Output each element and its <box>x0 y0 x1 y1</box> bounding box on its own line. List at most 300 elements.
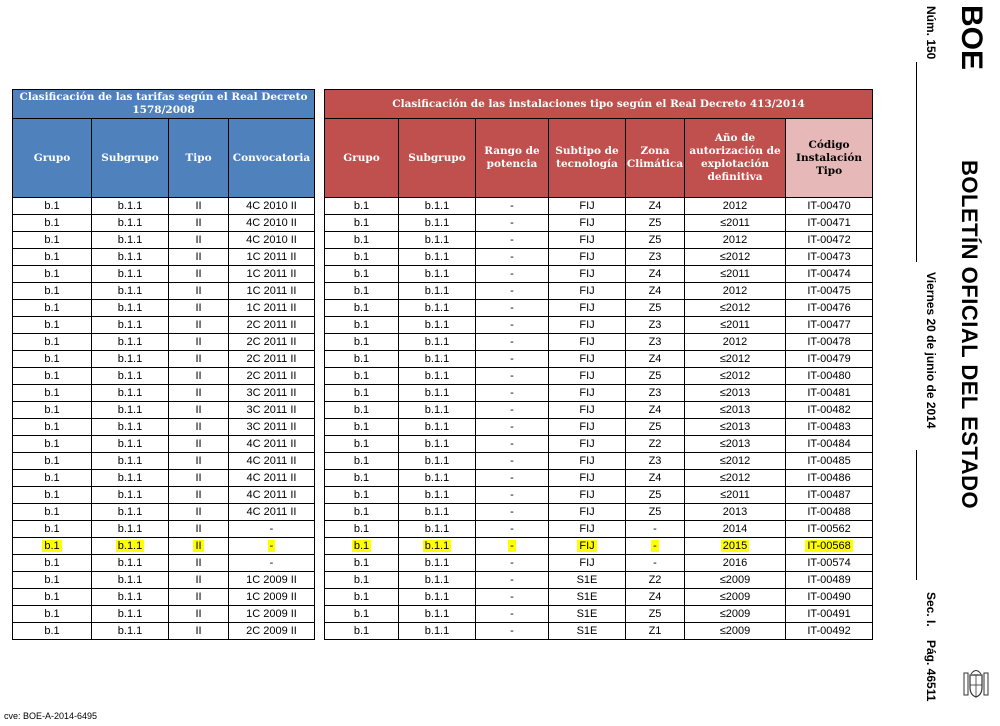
left-header-convocatoria: Convocatoria <box>229 119 315 198</box>
cell-value: IT-00491 <box>807 608 851 620</box>
cell-value: II <box>195 285 202 297</box>
table-cell <box>92 589 169 606</box>
table-cell <box>399 351 476 368</box>
table-cell <box>626 555 685 572</box>
table-row <box>13 623 315 640</box>
cell-value: II <box>195 370 202 382</box>
table-cell <box>169 368 229 385</box>
cell-value: b.1 <box>353 404 370 416</box>
cell-value: S1E <box>576 591 598 603</box>
table-row <box>13 215 315 232</box>
table-cell <box>229 351 315 368</box>
cell-value: - <box>510 319 514 331</box>
cell-value: b.1 <box>44 540 60 552</box>
cell-value: b.1.1 <box>424 421 450 433</box>
cell-value: b.1 <box>44 268 60 280</box>
cell-value: IT-00470 <box>807 200 851 212</box>
table-row <box>13 572 315 589</box>
table-cell <box>325 572 399 589</box>
cell-value: b.1 <box>44 387 60 399</box>
cell-value: b.1.1 <box>117 268 143 280</box>
table-cell <box>169 623 229 640</box>
table-cell <box>786 351 873 368</box>
table-cell <box>626 589 685 606</box>
table-cell <box>685 334 786 351</box>
cell-value: 3C 2011 II <box>246 404 297 416</box>
cell-value: 2C 2011 II <box>246 336 297 348</box>
cell-value: FIJ <box>579 336 595 348</box>
table-cell <box>476 470 549 487</box>
table-cell <box>685 351 786 368</box>
table-row <box>325 521 873 538</box>
table-cell <box>169 453 229 470</box>
cell-value: Z4 <box>648 404 662 416</box>
table-cell <box>229 470 315 487</box>
table-cell <box>626 521 685 538</box>
table-cell <box>92 232 169 249</box>
cell-value: b.1.1 <box>117 557 143 569</box>
table-cell <box>92 300 169 317</box>
cell-value: b.1.1 <box>117 217 143 229</box>
cell-value: b.1.1 <box>117 540 143 552</box>
table-cell <box>92 249 169 266</box>
cell-value: II <box>195 438 202 450</box>
cell-value: 4C 2010 II <box>246 234 297 246</box>
cell-value: II <box>195 353 202 365</box>
cell-value: II <box>195 234 202 246</box>
cell-value: b.1 <box>353 302 370 314</box>
cell-value: b.1 <box>353 353 370 365</box>
table-cell <box>92 368 169 385</box>
table-cell <box>92 555 169 572</box>
cell-value: b.1.1 <box>424 625 450 637</box>
table-cell <box>549 198 626 215</box>
table-cell <box>169 266 229 283</box>
table-cell <box>325 504 399 521</box>
table-cell <box>229 300 315 317</box>
table-cell <box>325 283 399 300</box>
table-row <box>13 351 315 368</box>
table-cell <box>325 606 399 623</box>
table-row <box>325 300 873 317</box>
table-cell <box>169 572 229 589</box>
left-header-grupo: Grupo <box>13 119 92 198</box>
table-cell <box>786 504 873 521</box>
table-cell <box>13 453 92 470</box>
table-cell <box>786 555 873 572</box>
cell-value: b.1.1 <box>424 387 450 399</box>
table-cell <box>325 368 399 385</box>
table-row <box>325 249 873 266</box>
cell-value: b.1.1 <box>117 200 143 212</box>
cell-value: IT-00474 <box>807 268 851 280</box>
cell-value: b.1 <box>353 370 370 382</box>
cell-value: b.1.1 <box>424 523 450 535</box>
cell-value: b.1 <box>44 557 60 569</box>
table-cell <box>399 334 476 351</box>
table-row <box>13 317 315 334</box>
table-cell <box>549 436 626 453</box>
table-cell <box>549 487 626 504</box>
cell-value: II <box>195 523 202 535</box>
cell-value: IT-00489 <box>807 574 851 586</box>
cell-value: b.1.1 <box>117 489 143 501</box>
table-cell <box>13 385 92 402</box>
cell-value: b.1 <box>44 200 60 212</box>
cell-value: - <box>510 268 514 280</box>
table-cell <box>92 436 169 453</box>
cell-value: ≤2012 <box>719 302 751 314</box>
table-cell <box>786 402 873 419</box>
cell-value: IT-00473 <box>807 251 851 263</box>
table-cell <box>626 368 685 385</box>
table-row <box>13 300 315 317</box>
cell-value: 2012 <box>722 336 748 348</box>
cell-value: b.1.1 <box>424 557 450 569</box>
table-cell <box>92 470 169 487</box>
table-cell <box>626 538 685 555</box>
table-cell <box>229 198 315 215</box>
table-cell <box>399 436 476 453</box>
table-cell <box>399 317 476 334</box>
cell-value: - <box>510 370 514 382</box>
cell-value: ≤2012 <box>719 353 751 365</box>
cell-value: 4C 2011 II <box>246 489 297 501</box>
table-cell <box>549 283 626 300</box>
table-cell <box>626 385 685 402</box>
table-cell <box>786 266 873 283</box>
cell-value: b.1 <box>44 591 60 603</box>
cell-value: Z3 <box>648 251 662 263</box>
table-cell <box>13 555 92 572</box>
cell-value: - <box>269 523 274 535</box>
cell-value: IT-00486 <box>807 472 851 484</box>
table-row <box>325 589 873 606</box>
table-cell <box>626 317 685 334</box>
cell-value: Z4 <box>648 200 662 212</box>
table-cell <box>325 385 399 402</box>
table-cell <box>399 521 476 538</box>
table-cell <box>13 334 92 351</box>
table-cell <box>549 402 626 419</box>
table-row <box>13 487 315 504</box>
table-cell <box>626 470 685 487</box>
cell-value: II <box>195 489 202 501</box>
cell-value: II <box>195 540 202 552</box>
cell-value: b.1 <box>44 472 60 484</box>
table-cell <box>476 232 549 249</box>
table-cell <box>169 232 229 249</box>
cell-value: 2C 2009 II <box>246 625 297 637</box>
table-cell <box>325 555 399 572</box>
cell-value: b.1 <box>353 438 370 450</box>
cell-value: b.1 <box>353 200 370 212</box>
cell-value: Z5 <box>648 506 662 518</box>
table-cell <box>229 504 315 521</box>
table-cell <box>13 419 92 436</box>
table-row <box>325 572 873 589</box>
table-cell <box>229 572 315 589</box>
table-cell <box>169 385 229 402</box>
table-cell <box>229 453 315 470</box>
cell-value: II <box>195 506 202 518</box>
cell-value: b.1 <box>353 251 370 263</box>
table-cell <box>399 283 476 300</box>
cell-value: FIJ <box>579 489 595 501</box>
cell-value: b.1 <box>353 234 370 246</box>
cell-value: FIJ <box>579 234 595 246</box>
cell-value: b.1 <box>353 506 370 518</box>
cell-value: b.1.1 <box>424 370 450 382</box>
cell-value: 2013 <box>722 506 748 518</box>
boe-logo-text: BOE <box>955 5 988 71</box>
cell-value: b.1 <box>44 217 60 229</box>
table-cell <box>476 385 549 402</box>
cell-value: - <box>510 540 514 552</box>
right-header-zona: Zona Climática <box>626 119 685 198</box>
cell-value: II <box>195 217 202 229</box>
table-cell <box>786 249 873 266</box>
table-row <box>13 198 315 215</box>
table-cell <box>13 283 92 300</box>
cell-value: FIJ <box>579 387 595 399</box>
cell-value: ≤2012 <box>719 251 751 263</box>
cell-value: b.1.1 <box>117 574 143 586</box>
cell-value: - <box>510 591 514 603</box>
table-cell <box>325 232 399 249</box>
table-row <box>325 266 873 283</box>
table-row <box>13 334 315 351</box>
cell-value: - <box>510 200 514 212</box>
table-cell <box>325 215 399 232</box>
cell-value: - <box>510 608 514 620</box>
table-cell <box>325 538 399 555</box>
table-cell <box>476 572 549 589</box>
table-cell <box>685 402 786 419</box>
table-cell <box>626 215 685 232</box>
table-cell <box>626 606 685 623</box>
cell-value: b.1 <box>353 540 370 552</box>
table-row <box>325 606 873 623</box>
table-row <box>325 487 873 504</box>
cell-value: FIJ <box>579 302 595 314</box>
cell-value: FIJ <box>579 523 595 535</box>
table-cell <box>92 606 169 623</box>
table-cell <box>92 521 169 538</box>
cell-value: 2C 2011 II <box>246 370 297 382</box>
cell-value: - <box>510 472 514 484</box>
right-header-grupo: Grupo <box>325 119 399 198</box>
table-cell <box>476 300 549 317</box>
table-cell <box>549 453 626 470</box>
table-cell <box>13 487 92 504</box>
table-row <box>325 351 873 368</box>
cell-value: Z5 <box>648 370 662 382</box>
cell-value: IT-00482 <box>807 404 851 416</box>
installation-classification-table <box>324 89 873 640</box>
table-cell <box>399 249 476 266</box>
cell-value: IT-00568 <box>807 540 851 552</box>
table-cell <box>92 334 169 351</box>
table-cell <box>399 453 476 470</box>
table-cell <box>169 470 229 487</box>
table-cell <box>476 589 549 606</box>
table-cell <box>325 470 399 487</box>
table-cell <box>229 436 315 453</box>
table-cell <box>476 402 549 419</box>
cell-value: b.1.1 <box>424 285 450 297</box>
table-cell <box>399 606 476 623</box>
table-row <box>13 521 315 538</box>
cell-value: FIJ <box>579 404 595 416</box>
table-cell <box>476 198 549 215</box>
table-cell <box>685 266 786 283</box>
table-cell <box>399 419 476 436</box>
cell-value: - <box>510 387 514 399</box>
table-cell <box>92 453 169 470</box>
cell-value: b.1.1 <box>117 251 143 263</box>
cell-value: Z5 <box>648 234 662 246</box>
cell-value: b.1.1 <box>424 302 450 314</box>
table-cell <box>13 521 92 538</box>
table-cell <box>169 249 229 266</box>
cell-value: Z3 <box>648 319 662 331</box>
table-cell <box>169 589 229 606</box>
table-cell <box>786 436 873 453</box>
table-cell <box>229 283 315 300</box>
cell-value: b.1.1 <box>117 455 143 467</box>
cell-value: b.1 <box>353 455 370 467</box>
table-cell <box>549 300 626 317</box>
table-cell <box>325 487 399 504</box>
cell-value: S1E <box>576 608 598 620</box>
table-cell <box>92 419 169 436</box>
table-row <box>325 283 873 300</box>
right-table-body <box>325 198 873 640</box>
cell-value: IT-00475 <box>807 285 851 297</box>
table-cell <box>476 317 549 334</box>
table-cell <box>229 215 315 232</box>
table-cell <box>13 436 92 453</box>
cell-value: IT-00490 <box>807 591 851 603</box>
cell-value: b.1 <box>44 251 60 263</box>
cell-value: Z5 <box>648 489 662 501</box>
coat-of-arms-icon <box>961 667 991 701</box>
table-row <box>13 232 315 249</box>
table-cell <box>685 198 786 215</box>
table-cell <box>786 385 873 402</box>
table-cell <box>549 232 626 249</box>
table-cell <box>399 589 476 606</box>
table-cell <box>325 453 399 470</box>
table-cell <box>476 419 549 436</box>
table-cell <box>685 470 786 487</box>
table-row <box>325 419 873 436</box>
table-cell <box>786 300 873 317</box>
cell-value: Z5 <box>648 302 662 314</box>
cell-value: b.1.1 <box>424 319 450 331</box>
table-cell <box>325 623 399 640</box>
cell-value: S1E <box>576 625 598 637</box>
table-cell <box>476 249 549 266</box>
table-cell <box>229 317 315 334</box>
cell-value: b.1.1 <box>117 234 143 246</box>
table-cell <box>626 436 685 453</box>
table-row <box>325 538 873 555</box>
cell-value: 4C 2010 II <box>246 217 297 229</box>
cell-value: b.1.1 <box>117 336 143 348</box>
table-cell <box>169 300 229 317</box>
table-cell <box>626 623 685 640</box>
table-cell <box>786 623 873 640</box>
cell-value: II <box>195 302 202 314</box>
cell-value: II <box>195 625 202 637</box>
table-cell <box>399 266 476 283</box>
cell-value: b.1 <box>44 489 60 501</box>
table-cell <box>685 317 786 334</box>
cell-value: 1C 2009 II <box>246 608 297 620</box>
table-cell <box>399 300 476 317</box>
right-header-codigo: Código Instalación Tipo <box>786 119 873 198</box>
cell-value: IT-00487 <box>807 489 851 501</box>
cell-value: 2012 <box>722 285 748 297</box>
cell-value: b.1.1 <box>424 455 450 467</box>
cell-value: FIJ <box>579 370 595 382</box>
table-cell <box>229 249 315 266</box>
table-cell <box>229 555 315 572</box>
cell-value: b.1.1 <box>424 591 450 603</box>
cell-value: II <box>195 404 202 416</box>
cell-value: - <box>653 557 657 569</box>
table-cell <box>399 538 476 555</box>
table-cell <box>92 266 169 283</box>
table-cell <box>169 487 229 504</box>
table-cell <box>13 351 92 368</box>
cell-value: II <box>195 557 202 569</box>
cell-value: ≤2011 <box>720 268 750 280</box>
table-cell <box>92 198 169 215</box>
table-cell <box>626 572 685 589</box>
table-cell <box>786 606 873 623</box>
table-row <box>13 606 315 623</box>
table-cell <box>169 198 229 215</box>
cell-value: 2016 <box>722 557 748 569</box>
table-cell <box>169 402 229 419</box>
cell-value: b.1 <box>353 574 370 586</box>
cell-value: Z2 <box>648 438 662 450</box>
table-row <box>325 470 873 487</box>
table-cell <box>229 266 315 283</box>
table-cell <box>325 521 399 538</box>
cell-value: b.1 <box>44 625 60 637</box>
table-cell <box>476 521 549 538</box>
cell-value: IT-00476 <box>807 302 851 314</box>
table-cell <box>549 249 626 266</box>
cell-value: b.1.1 <box>117 370 143 382</box>
table-row <box>13 385 315 402</box>
boe-logo <box>955 4 992 80</box>
table-cell <box>13 215 92 232</box>
cell-value: b.1.1 <box>424 336 450 348</box>
cell-value: IT-00471 <box>807 217 851 229</box>
cell-value: II <box>195 472 202 484</box>
table-cell <box>399 487 476 504</box>
table-cell <box>626 351 685 368</box>
table-cell <box>786 538 873 555</box>
cell-value: FIJ <box>579 200 595 212</box>
cell-value: b.1.1 <box>117 472 143 484</box>
cell-value: b.1 <box>44 336 60 348</box>
